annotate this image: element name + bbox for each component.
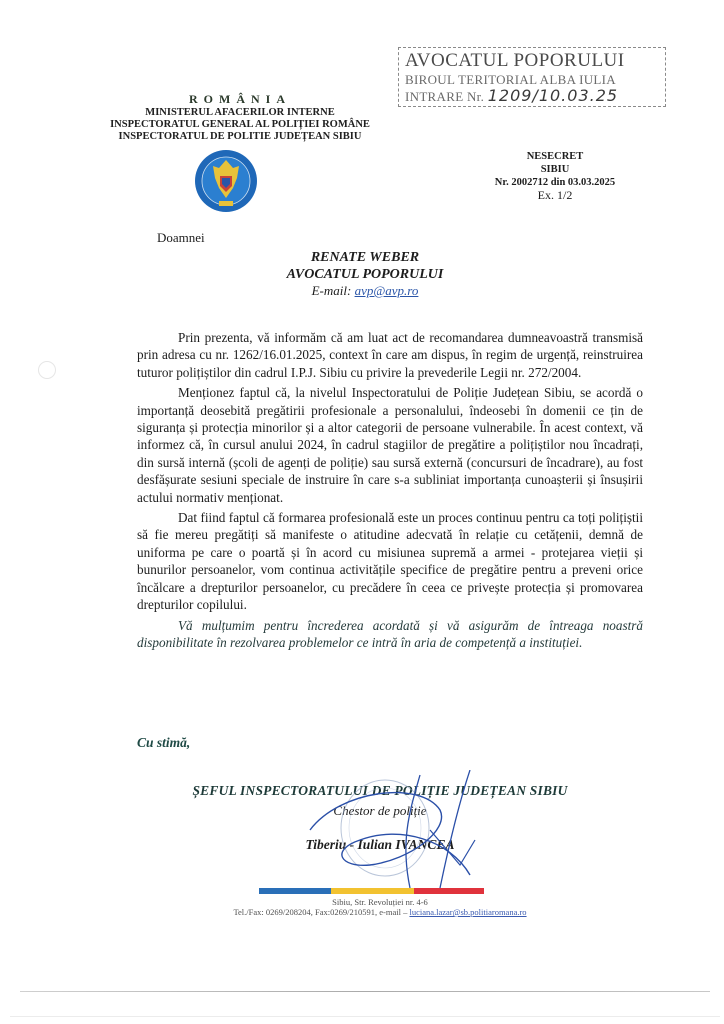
signatory-name: Tiberiu - Iulian IVANCEA: [305, 837, 455, 852]
punch-hole-mark: [38, 361, 56, 379]
paragraph: Menționez faptul că, la nivelul Inspectoratului de Poliție Județean Sibiu, se acordă o importanță deosebită pregătirii profesionale a personalului, îndeosebi în domenii ce țin de siguranța și protecția minorilor și a altor categorii de persoane vulnerabile. În acest context, vă informez că, în cursul anului 2024, în cadrul stagiilor de pregătire a polițiștilor nou încadrați, din sursă internă (școli de agenți de poliție) sau sursă externă (concursuri de încadrare), au fost desfășurate sesiuni speciale de instruire în care s-a subliniat importanța cunoașterii și însușirii actului normativ menționat.: [137, 385, 643, 505]
regards: Cu stimă,: [137, 735, 191, 750]
footer-phones: Tel./Fax: 0269/208204, Fax:0269/210591, e-mail –: [233, 907, 408, 917]
document-meta: [470, 150, 640, 202]
recipient-email-line: [200, 283, 530, 299]
paragraph: Dat fiind faptul că formarea profesională este un proces continuu pentru ca toți polițiștii să fie mereu pregătiți să manifeste o atitudine adecvată în relație cu cetățenii, demnă de uniforma pe care o poartă și în acord cu misiunea supremă a armei - protejarea vieții și bunurilor persoanelor, vom continua activitățile specifice de pregătire pentru a preveni orice încălcare a drepturilor persoanelor, cu precădere în ceea ce privește protecția și promovarea drepturilor copilului.: [137, 510, 643, 613]
copy-number: Ex. 1/2: [537, 188, 573, 202]
footer-email-link[interactable]: luciana.lazar@sb.politiaromana.ro: [409, 907, 527, 917]
country-name: ROMÂNIA: [189, 92, 291, 106]
stamp-office: BIROUL TERITORIAL ALBA IULIA: [405, 72, 616, 87]
recipient-title: AVOCATUL POPORULUI: [286, 267, 444, 282]
recipient-email-link[interactable]: avp@avp.ro: [354, 283, 419, 298]
reference-number: Nr. 2002712 din 03.03.2025: [494, 177, 616, 188]
stamp-entry-label: INTRARE Nr.: [405, 89, 485, 104]
scan-artifact-line: [10, 1016, 720, 1017]
registry-stamp: [398, 47, 666, 107]
general-inspectorate-name: INSPECTORATUL GENERAL AL POLIȚIEI ROMÂNE: [110, 119, 370, 130]
closing-paragraph: Vă mulțumim pentru încrederea acordată și vă asigurăm de întreaga noastră disponibilitate în rezolvarea problemelor ce intră în aria de competență a instituției.: [137, 617, 643, 650]
police-crest-icon: [193, 148, 259, 214]
signature-and-seal: [300, 770, 520, 890]
recipient-name: RENATE WEBER: [310, 250, 420, 265]
stamp-title: AVOCATUL POPORULUI: [405, 50, 625, 71]
signatory-rank: Chestor de poliție: [333, 803, 427, 818]
footer-address: Sibiu, Str. Revoluției nr. 4-6: [332, 897, 428, 907]
city: SIBIU: [540, 164, 570, 175]
stamp-entry: [405, 88, 659, 105]
flag-stripe-blue: [259, 888, 331, 894]
footer-contact-line: [200, 907, 560, 917]
paragraph: Prin prezenta, vă informăm că am luat act de recomandarea dumneavoastră transmisă prin adresa cu nr. 1262/16.01.2025, context în care am dispus, în regim de urgență, reinstruirea tuturor polițiștilor din cadrul I.P.J. Sibiu cu privire la prevederile Legii nr. 272/2004.: [137, 330, 643, 380]
flag-stripe-yellow: [331, 888, 414, 894]
signatory-role: ȘEFUL INSPECTORATULUI DE POLIȚIE JUDEȚEAN SIBIU: [192, 783, 568, 798]
stamp-entry-number: 1209/10.03.25: [487, 86, 619, 105]
email-label: E-mail:: [311, 283, 352, 298]
letter-body: [137, 329, 643, 654]
scan-artifact-line: [20, 991, 710, 992]
tricolor-bar: [259, 888, 484, 894]
flag-stripe-red: [414, 888, 484, 894]
footer-contact: [200, 897, 560, 917]
institution-header: [80, 92, 400, 143]
recipient-block: [200, 249, 530, 299]
ministry-name: MINISTERUL AFACERILOR INTERNE: [145, 107, 335, 118]
greeting: Doamnei: [157, 230, 205, 245]
classification: NESECRET: [526, 151, 584, 162]
county-inspectorate-name: INSPECTORATUL DE POLITIE JUDEȚEAN SIBIU: [118, 131, 362, 142]
